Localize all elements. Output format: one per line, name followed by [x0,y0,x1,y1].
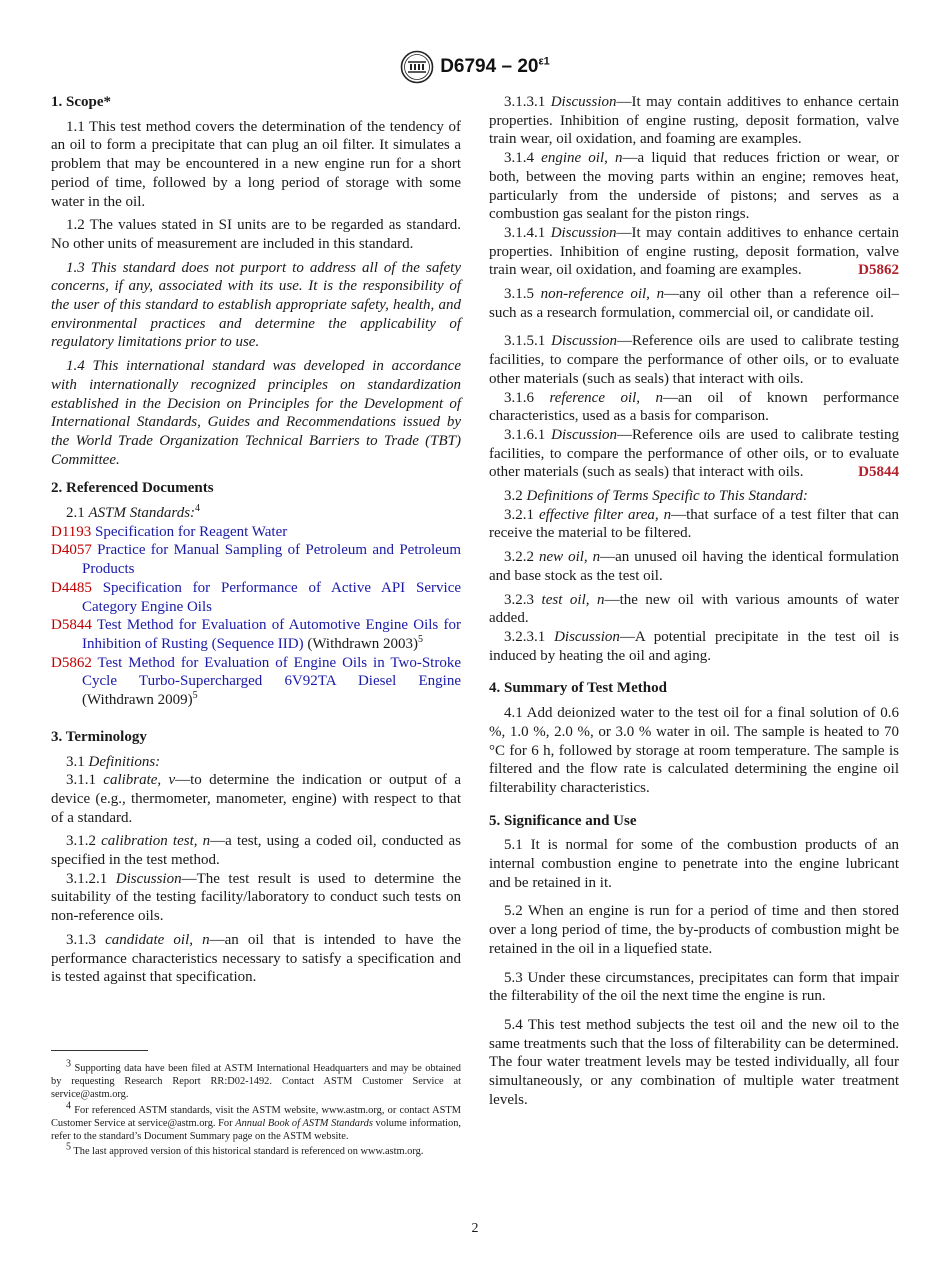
para-5-3: 5.3 Under these circumstances, precipitates can form that impair the filterability of the oil the next time the engine is run. [489,969,899,1005]
para-3-1-1: 3.1.1 calibrate, v—to determine the indication or output of a device (e.g., thermometer, manometer, engine) with respect to that of a standard. [51,772,461,826]
para-3-1-3: 3.1.3 candidate oil, n—an oil that is intended to have the performance characteristics necessary to satisfy a specification and is tested against that specification. [51,931,461,986]
section-5-heading: 5. Significance and Use [489,812,637,829]
reference-item[interactable]: D4485 Specification for Performance of Active API Service Category Engine Oils [51,579,462,615]
reference-item[interactable]: D5844 Test Method for Evaluation of Automotive Engine Oils for Inhibition of Rusting (Sequence IID) (Withdrawn 2003)$^5$ [51,617,461,652]
para-5-2: 5.2 When an engine is run for a period of time and then stored over a long period of time, the by-products of combustion might be retained in the oil in a liquefied state. [489,903,899,957]
reference-item[interactable]: D1193 Specification for Reagent Water [51,523,288,540]
para-3-1-2-1: 3.1.2.1 Discussion—The test result is used to determine the suitability of the testing facility/laboratory to conduct such tests on non-reference oils. [51,870,461,925]
para-3-2-3-1: 3.2.3.1 Discussion—A potential precipitate in the test oil is induced by heating the oil and aging. [489,628,900,664]
para-3-1-5: 3.1.5 non-reference oil, n—any oil other than a reference oil–such as a research formulation, commercial oil, or candidate oil. [489,286,900,321]
para-3-1-2: 3.1.2 calibration test, n—a test, using a coded oil, conducted as specified in the test method. [51,833,462,869]
footnotes [51,1058,461,1160]
section-4-heading: 4. Summary of Test Method [489,680,667,697]
para-5-1: 5.1 It is normal for some of the combustion products of an internal combustion engine to penetrate into the engine lubricant and be retained in it. [489,837,899,891]
left-column [51,93,461,992]
para-3-2-2: 3.2.2 new oil, n—an unused oil having the identical formulation and base stock as the test oil. [489,549,900,584]
reference-item[interactable]: D4057 Practice for Manual Sampling of Petroleum and Petroleum Products [51,542,461,578]
para-4-1: 4.1 Add deionized water to the test oil for a final solution of 0.6 %, 1.0 %, 2.0 %, or 3.0 % water in oil. The sample is heated to 70 °C for 6 h, followed by storage at room temperature. The sample is filtered and the flow rate is calculated determining the engine oil filterability characteristics. [489,705,899,796]
para-3-1-6-1: 3.1.6.1 Discussion—Reference oils are used to calibrate testing facilities, to compare the performance of other oils, or to evaluate other materials (such as seals) that interact with oils. D5844 [489,426,899,481]
footnote-3: $^3$ Supporting data have been filed at ASTM International Headquarters and may be obtained by requesting Research Report RR:D02-1492. Contact ASTM Customer Service at service@astm.org. [51,1058,461,1101]
section-1-heading: 1. Scope* [51,94,111,110]
footnote-rule [51,1050,148,1051]
para-1-3: 1.3 This standard does not purport to address all of the safety concerns, if any, associated with its use. It is the responsibility of the user of this standard to establish appropriate safety, health, and environmental practices and determine the applicability of regulatory limitations prior to use. [51,259,461,351]
astm-logo-icon [400,50,434,84]
page-header [0,50,950,84]
para-3-1-6: 3.1.6 reference oil, n—an oil of known performance characteristics, used as a basis for comparison. [489,389,899,425]
para-3-1: 3.1 Definitions: [66,753,161,770]
para-1-4: 1.4 This international standard was developed in accordance with internationally recognized principles on standardization established in the Decision on Principles for the Development of International Standards, Guides and Recommendations issued by the World Trade Organization Technical Barriers to Trade (TBT) Committee. [51,358,461,468]
page-number: 2 [471,1221,479,1236]
footnote-5: $^5$ The last approved version of this historical standard is referenced on www.astm.org. [66,1141,424,1158]
para-3-1-4-1: 3.1.4.1 Discussion—It may contain additives to enhance certain properties. Inhibition of engine rusting, deposit formation, valve train wear, oil oxidation, and foaming are examples. D5862 [489,224,899,279]
para-2-1: 2.1 ASTM Standards:$^4$ [66,503,201,522]
para-3-2: 3.2 Definitions of Terms Specific to This Standard: [504,488,808,505]
section-3-heading: 3. Terminology [51,728,147,745]
epsilon-superscript: ε1 [538,55,550,68]
reference-item[interactable]: D5862 Test Method for Evaluation of Engine Oils in Two-Stroke Cycle Turbo-Supercharged 6V92TA Diesel Engine (Withdrawn 2009)$^5$ [51,654,462,709]
para-3-1-4: 3.1.4 engine oil, n—a liquid that reduces friction or wear, or both, between the moving parts within an engine; removes heat, particularly from the underside of pistons; and serves as a combustion gas sealant for the piston rings. [489,150,899,223]
para-3-2-1: 3.2.1 effective filter area, n—that surface of a test filter that can receive the material to be filtered. [489,506,900,542]
section-2-heading: 2. Referenced Documents [51,480,214,497]
reference-link-d5844[interactable]: D5844 [858,464,899,481]
standard-designation: $D6794 - 20^{\varepsilon 1}$ [440,55,550,77]
para-1-2: 1.2 The values stated in SI units are to be regarded as standard. No other units of measurement are included in this standard. [51,217,461,252]
para-1-1: 1.1 This test method covers the determination of the tendency of an oil to form a precipitate that can plug an oil filter. It simulates a problem that may be encountered in a new engine run for a short period of time, followed by a long period of storage with some water in the oil. [51,118,461,210]
para-3-1-3-1: 3.1.3.1 Discussion—It may contain additives to enhance certain properties. Inhibition of engine rusting, deposit formation, valve train wear, oil oxidation, and foaming are examples. [489,94,899,148]
para-3-2-3: 3.2.3 test oil, n—the new oil with various amounts of water added. [489,591,899,627]
para-5-4: 5.4 This test method subjects the test oil and the new oil to the same treatments such that the loss of filterability can be determined. The four water treatment levels may be tested individually, all four simultaneously, or any combination of multiple water treatment levels. [489,1016,899,1108]
right-column [489,93,899,1114]
reference-link-d5862[interactable]: D5862 [858,262,899,279]
footnote-4: $^4$ For referenced ASTM standards, visit the ASTM website, www.astm.org, or contact ASTM Customer Service at service@astm.org. For Annual Book of ASTM Standards volume information, refer to the standard’s Document Summary page on the ASTM website. [51,1100,461,1143]
reference-list [51,523,461,710]
para-3-1-5-1: 3.1.5.1 Discussion—Reference oils are used to calibrate testing facilities, to compare the performance of other oils, or to evaluate other materials (such as seals) that interact with oils. [489,333,899,387]
